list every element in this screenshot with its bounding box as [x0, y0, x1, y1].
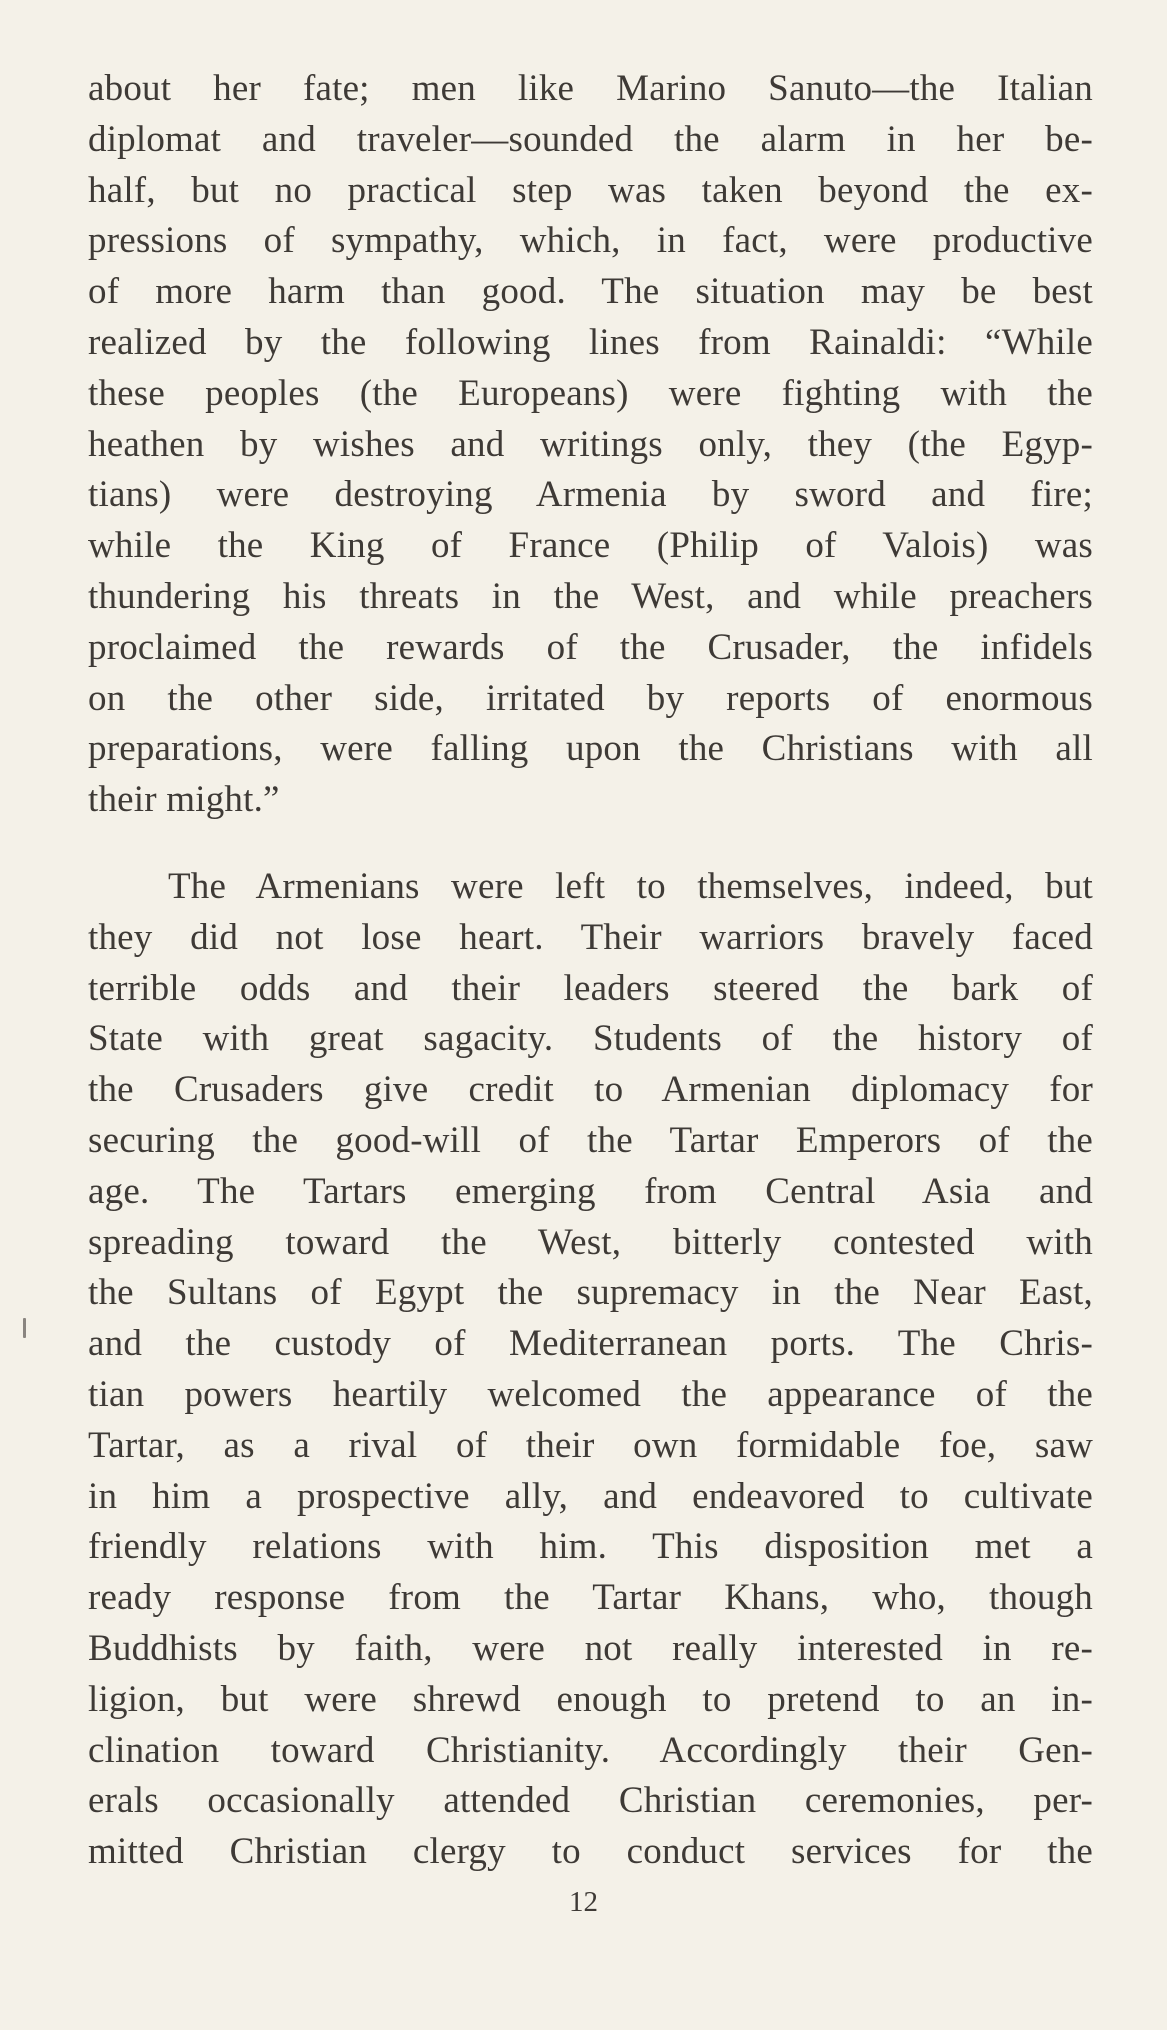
text-line: tian powers heartily welcomed the appearance of the — [88, 1373, 1093, 1415]
text-line: proclaimed the rewards of the Crusader, the infidels — [88, 626, 1093, 668]
text-line: their might.” — [88, 779, 280, 821]
text-line: spreading toward the West, bitterly contested with — [88, 1221, 1093, 1263]
text-line: of more harm than good. The situation may be best — [88, 271, 1093, 313]
text-line: ligion, but were shrewd enough to pretend to an in- — [88, 1678, 1093, 1720]
text-line: erals occasionally attended Christian ceremonies, per- — [88, 1780, 1093, 1822]
text-line: pressions of sympathy, which, in fact, were productive — [88, 220, 1093, 262]
text-line: and the custody of Mediterranean ports. The Chris- — [88, 1323, 1093, 1365]
text-line: thundering his threats in the West, and while preachers — [88, 575, 1093, 617]
margin-mark — [23, 1318, 26, 1338]
text-line: while the King of France (Philip of Valois) was — [88, 525, 1093, 567]
text-line: clination toward Christianity. Accordingly their Gen- — [88, 1729, 1093, 1771]
text-line: securing the good-will of the Tartar Emperors of the — [88, 1119, 1093, 1161]
paragraph-gap — [88, 826, 1093, 862]
body-text — [88, 64, 1093, 1878]
text-line: mitted Christian clergy to conduct services for the — [88, 1831, 1093, 1873]
paragraph-2 — [88, 862, 1093, 1878]
page-number: 12 — [569, 1886, 598, 1918]
text-line: preparations, were falling upon the Christians with all — [88, 728, 1093, 770]
text-line: half, but no practical step was taken beyond the ex- — [88, 169, 1093, 211]
text-line: The Armenians were left to themselves, indeed, but — [168, 865, 1093, 907]
text-line: the Sultans of Egypt the supremacy in the Near East, — [88, 1272, 1093, 1314]
paragraph-1 — [88, 64, 1093, 826]
text-line: diplomat and traveler—sounded the alarm in her be- — [88, 118, 1093, 160]
text-line: ready response from the Tartar Khans, who, though — [88, 1577, 1093, 1619]
text-line: terrible odds and their leaders steered the bark of — [88, 967, 1093, 1009]
text-line: on the other side, irritated by reports of enormous — [88, 677, 1093, 719]
text-line: Tartar, as a rival of their own formidable foe, saw — [88, 1424, 1093, 1466]
text-line: friendly relations with him. This disposition met a — [88, 1526, 1093, 1568]
text-line: State with great sagacity. Students of the history of — [88, 1018, 1093, 1060]
text-line: in him a prospective ally, and endeavored to cultivate — [88, 1475, 1093, 1517]
text-line: age. The Tartars emerging from Central Asia and — [88, 1170, 1093, 1212]
text-line: these peoples (the Europeans) were fighting with the — [88, 372, 1093, 414]
text-line: they did not lose heart. Their warriors bravely faced — [88, 916, 1093, 958]
text-line: realized by the following lines from Rainaldi: “While — [88, 321, 1093, 363]
text-line: tians) were destroying Armenia by sword and fire; — [88, 474, 1093, 516]
text-line: heathen by wishes and writings only, they (the Egyp- — [88, 423, 1093, 465]
text-line: about her fate; men like Marino Sanuto—the Italian — [88, 68, 1093, 109]
text-line: Buddhists by faith, were not really interested in re- — [88, 1627, 1093, 1669]
text-line: the Crusaders give credit to Armenian diplomacy for — [88, 1069, 1093, 1111]
